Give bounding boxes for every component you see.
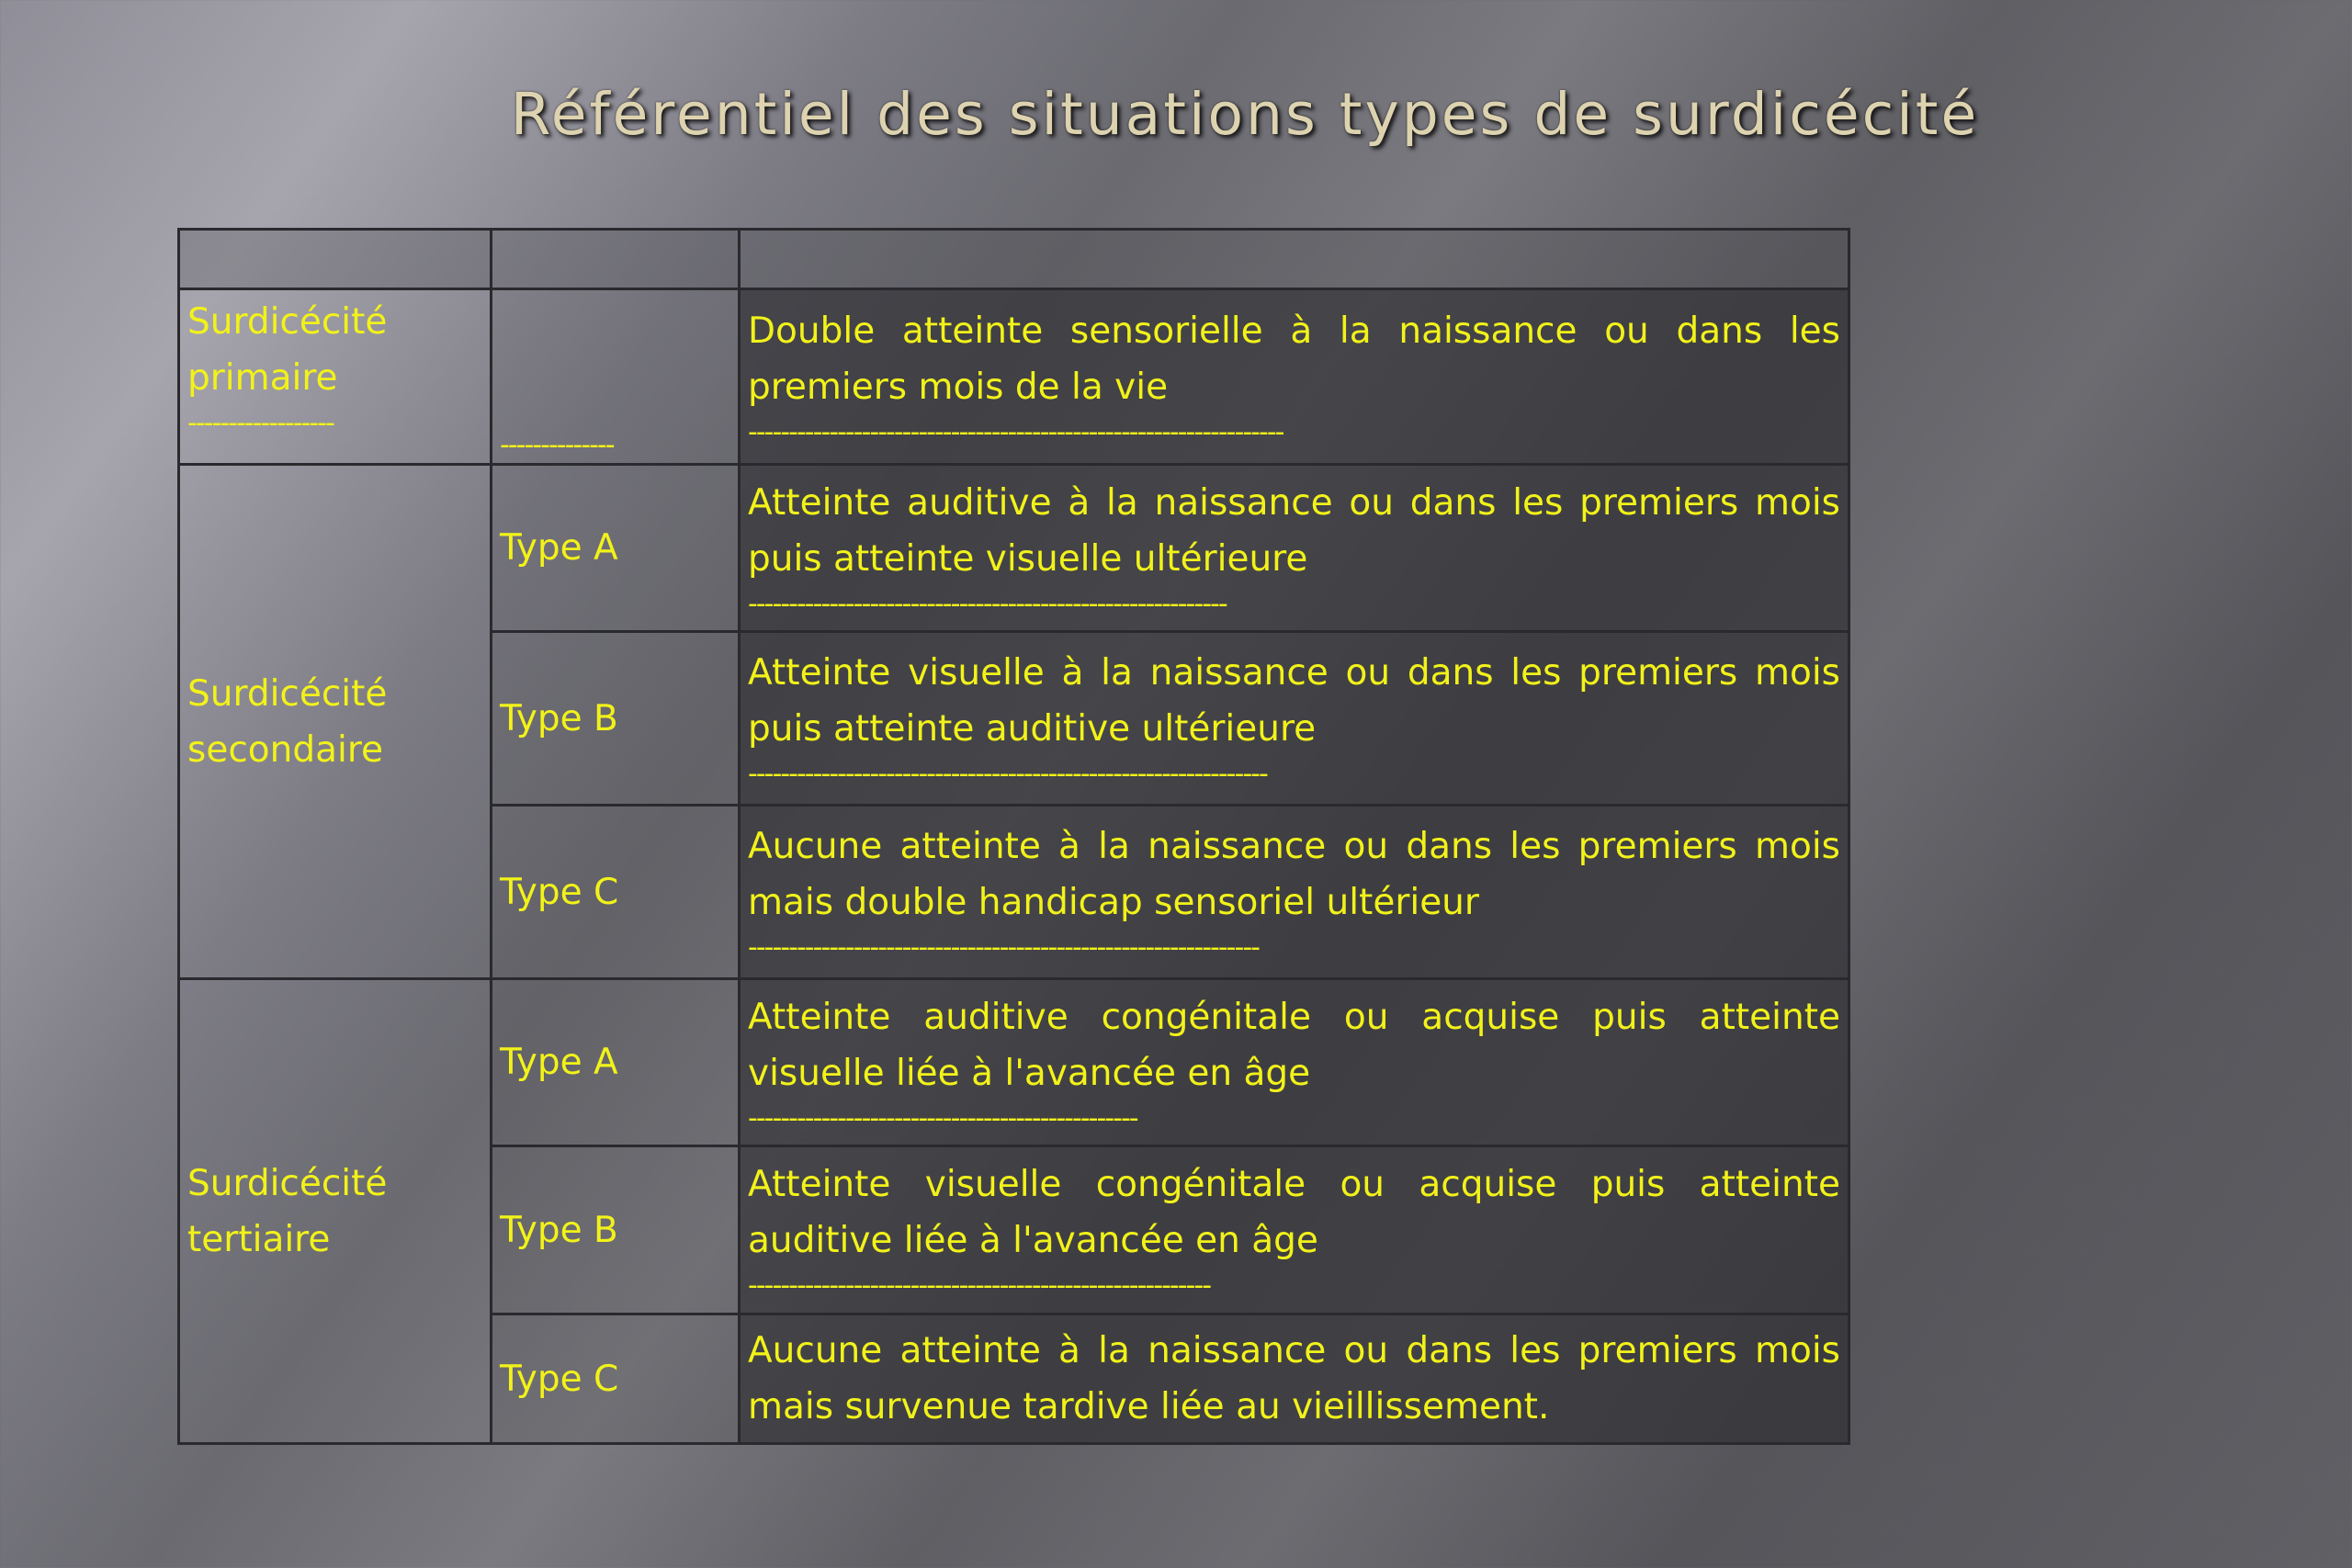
type-cell: Type A	[492, 465, 740, 632]
type-cell: Type C	[492, 806, 740, 979]
category-label: Surdicécité primaire	[187, 301, 388, 399]
description-text: Atteinte visuelle à la naissance ou dans les premiers mois puis atteinte auditive ultérieure	[748, 652, 1840, 750]
header-cell-type	[492, 230, 740, 289]
slide-title: Référentiel des situations types de surdicécité	[510, 81, 1980, 148]
type-cell	[492, 289, 740, 465]
type-separator: --------------	[500, 429, 614, 461]
description-cell	[740, 1146, 1849, 1314]
description-separator: ---------------------------------------------------------	[748, 1269, 1211, 1302]
description-separator: ------------------------------------------------------------------	[748, 416, 1283, 448]
category-separator: ------------------	[187, 407, 334, 439]
table-row	[179, 465, 1849, 632]
description-cell	[740, 1314, 1849, 1444]
description-text: Aucune atteinte à la naissance ou dans les premiers mois mais double handicap sensoriel ultérieur	[748, 826, 1840, 923]
type-cell: Type A	[492, 979, 740, 1146]
type-cell: Type C	[492, 1314, 740, 1444]
reference-table	[177, 228, 1850, 1445]
description-cell	[740, 806, 1849, 979]
header-cell-category	[179, 230, 492, 289]
description-cell	[740, 632, 1849, 806]
description-separator: -----------------------------------------------------------	[748, 587, 1227, 620]
table-header-row	[179, 230, 1849, 289]
table-row	[179, 979, 1849, 1146]
table-row	[179, 289, 1849, 465]
category-cell-primaire	[179, 289, 492, 465]
description-separator: ---------------------------------------------------------------	[748, 931, 1259, 964]
category-cell-tertiaire	[179, 979, 492, 1444]
description-separator: ------------------------------------------------	[748, 1101, 1137, 1134]
description-separator: ----------------------------------------------------------------	[748, 758, 1267, 790]
description-text: Atteinte auditive congénitale ou acquise puis atteinte visuelle liée à l'avancée en âge	[748, 996, 1840, 1094]
description-text: Atteinte visuelle congénitale ou acquise puis atteinte auditive liée à l'avancée en âge	[748, 1164, 1840, 1261]
type-cell: Type B	[492, 1146, 740, 1314]
description-text: Atteinte auditive à la naissance ou dans les premiers mois puis atteinte visuelle ultérieure	[748, 481, 1840, 580]
description-cell	[740, 289, 1849, 465]
category-label: Surdicécité secondaire	[187, 672, 388, 771]
description-text: Aucune atteinte à la naissance ou dans les premiers mois mais survenue tardive liée au vieillissement.	[748, 1330, 1840, 1427]
description-cell	[740, 465, 1849, 632]
category-cell-secondaire	[179, 465, 492, 979]
type-cell: Type B	[492, 632, 740, 806]
category-label: Surdicécité tertiaire	[187, 1162, 388, 1260]
description-cell	[740, 979, 1849, 1146]
description-text: Double atteinte sensorielle à la naissance ou dans les premiers mois de la vie	[748, 310, 1840, 408]
header-cell-description	[740, 230, 1849, 289]
